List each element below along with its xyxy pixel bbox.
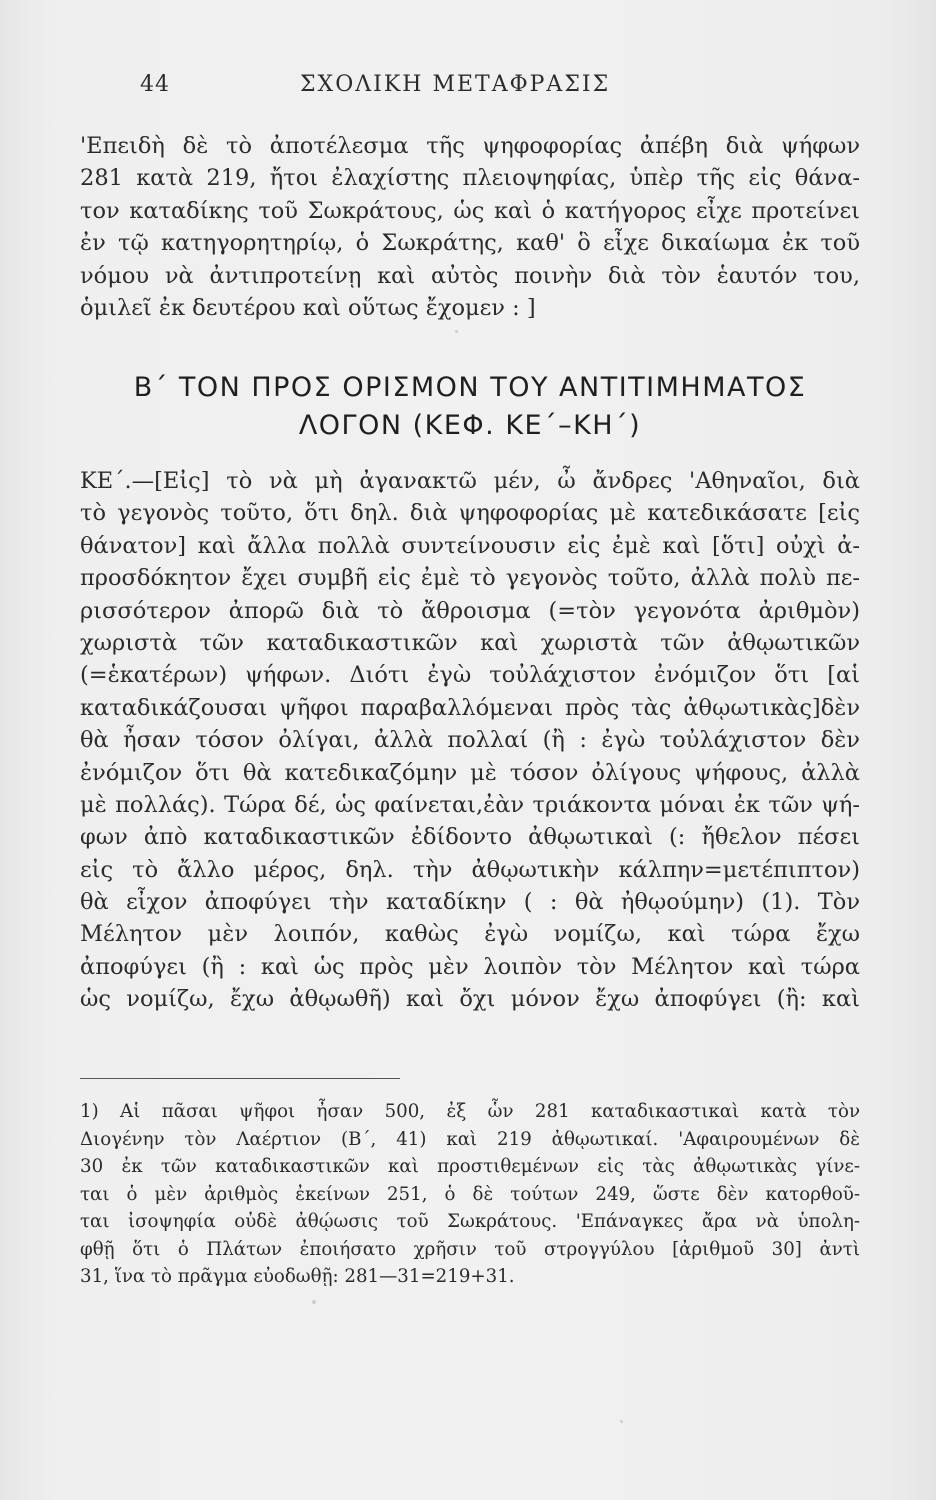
paper-speckle [455,330,458,333]
text-line: ΚΕ΄.—[Εἰς] τὸ νὰ μὴ ἀγανακτῶ μέν, ὦ ἄνδρες 'Αθηναῖοι, διὰ [80,468,860,494]
footnote-line: 1) Αἱ πᾶσαι ψῆφοι ἦσαν 500, ἐξ ὧν 281 καταδικαστικαὶ κατὰ τὸν [80,1101,860,1122]
text-line: εἰς τὸ ἄλλο μέρος, δηλ. τὴν ἀθῳωτικὴν κάλπην=μετέπιπτον) [80,856,860,883]
text-line: ὁμιλεῖ ἐκ δευτέρου καὶ οὕτως ἔχομεν : ] [80,294,536,321]
text-line: ἀποφύγει (ἢ : καὶ ὡς πρὸς μὲν λοιπὸν τὸν Μέλητον καὶ τώρα [80,953,860,980]
footnote-line: φθῇ ὅτι ὁ Πλάτων ἐποιήσατο χρῆσιν τοῦ στρογγύλου [ἀριθμοῦ 30] ἀντὶ [80,1238,860,1260]
text-line: 'Επειδὴ δὲ τὸ ἀποτέλεσμα τῆς ψηφοφορίας ἀπέβη διὰ ψήφων [80,133,860,159]
text-line: νόμου νὰ ἀντιπροτείνῃ καὶ αὐτὸς ποινὴν διὰ τὸν ἑαυτόν του, [80,262,860,289]
section-subheading: ΛΟΓΟΝ (ΚΕΦ. ΚΕ΄–ΚΗ΄) [298,410,642,441]
paper-speckle [312,1300,316,1304]
text-line: θὰ εἶχον ἀποφύγει τὴν καταδίκην ( : θὰ ἠθῳούμην) (1). Τὸν [80,889,860,916]
text-line: (=ἑκατέρων) ψήφων. Διότι ἐγὼ τοὐλάχιστον ἐνόμιζον ὅτι [αἱ [80,662,860,689]
running-head [140,72,860,102]
text-line: 281 κατὰ 219, ἤτοι ἐλαχίστης πλειοψηφίας, ὑπὲρ τῆς εἰς θάνα- [80,165,860,192]
text-line: καταδικάζουσαι ψῆφοι παραβαλλόμεναι πρὸς τὰς ἀθῳωτικὰς]δὲν [80,694,860,721]
text-line: ὡς νομίζω, ἔχω ἀθῳωθῆ) καὶ ὄχι μόνον ἔχω ἀποφύγει (ἢ: καὶ [80,986,860,1013]
running-title: ΣΧΟΛΙΚΗ ΜΕΤΑΦΡΑΣΙΣ [300,72,611,97]
text-line: θὰ ἦσαν τόσον ὀλίγαι, ἀλλὰ πολλαί (ἢ : ἐγὼ τοὐλάχιστον δὲν [80,727,860,754]
chapter-paragraph [80,465,860,1016]
intro-paragraph [80,130,860,324]
footnote-line: Διογένην τὸν Λαέρτιον (Β΄, 41) καὶ 219 ἀθῳωτικαί. 'Αφαιρουμένων δὲ [80,1128,860,1150]
text-line: τὸ γεγονὸς τοῦτο, ὅτι δηλ. διὰ ψηφοφορίας μὲ κατεδικάσατε [εἰς [80,500,860,527]
text-line: μὲ πολλάς). Τώρα δέ, ὡς φαίνεται,ἐὰν τριάκοντα μόναι ἐκ τῶν ψή- [80,791,860,818]
paper-speckle [620,1420,623,1423]
text-line: ἐνόμιζον ὅτι θὰ κατεδικαζόμην μὲ τόσον ὀλίγους ψήφους, ἀλλὰ [80,759,860,786]
page-number: 44 [140,72,170,97]
footnote-line: 31, ἵνα τὸ πρᾶγμα εὐοδωθῇ: 281—31=219+31. [80,1266,515,1287]
text-line: χωριστὰ τῶν καταδικαστικῶν καὶ χωριστὰ τῶν ἀθῳωτικῶν [80,629,860,656]
text-line: θάνατον] καὶ ἄλλα πολλὰ συντείνουσιν εἰς ἐμὲ καὶ [ὅτι] οὐχὶ ἀ- [80,532,860,559]
footnote-line: 30 ἐκ τῶν καταδικαστικῶν καὶ προστιθεμένων εἰς τὰς ἀθῳωτικὰς γίνε- [80,1156,860,1177]
text-line: ἐν τῷ κατηγορητηρίῳ, ὁ Σωκράτης, καθ' ὃ εἶχε δικαίωμα ἐκ τοῦ [80,230,860,257]
text-line: ρισσότερον ἀπορῶ διὰ τὸ ἄθροισμα (=τὸν γεγονότα ἀριθμὸν) [80,597,860,624]
footnote [80,1098,860,1291]
footnote-line: ται ἰσοψηφία οὐδὲ ἀθῴωσις τοῦ Σωκράτους. 'Επάναγκες ἄρα νὰ ὑπολη- [80,1211,860,1232]
text-line: φων ἀπὸ καταδικαστικῶν ἐδίδοντο ἀθῳωτικαὶ (: ἤθελον πέσει [80,824,860,851]
text-line: προσδόκητον ἔχει συμβῆ εἰς ἐμὲ τὸ γεγονὸς τοῦτο, ἀλλὰ πολὺ πε- [80,565,860,592]
footnote-rule [80,1078,400,1079]
section-heading: Β΄ ΤΟΝ ΠΡΟΣ ΟΡΙΣΜΟΝ ΤΟΥ ΑΝΤΙΤΙΜΗΜΑΤΟΣ [133,372,807,403]
text-line: Μέλητον μὲν λοιπόν, καθὼς ἐγὼ νομίζω, καὶ τώρα ἔχω [80,921,860,948]
text-line: τον καταδίκης τοῦ Σωκράτους, ὡς καὶ ὁ κατήγορος εἶχε προτείνει [80,197,860,224]
footnote-line: ται ὁ μὲν ἀριθμὸς ἐκείνων 251, ὁ δὲ τούτων 249, ὥστε δὲν κατορθοῦ- [80,1183,860,1205]
